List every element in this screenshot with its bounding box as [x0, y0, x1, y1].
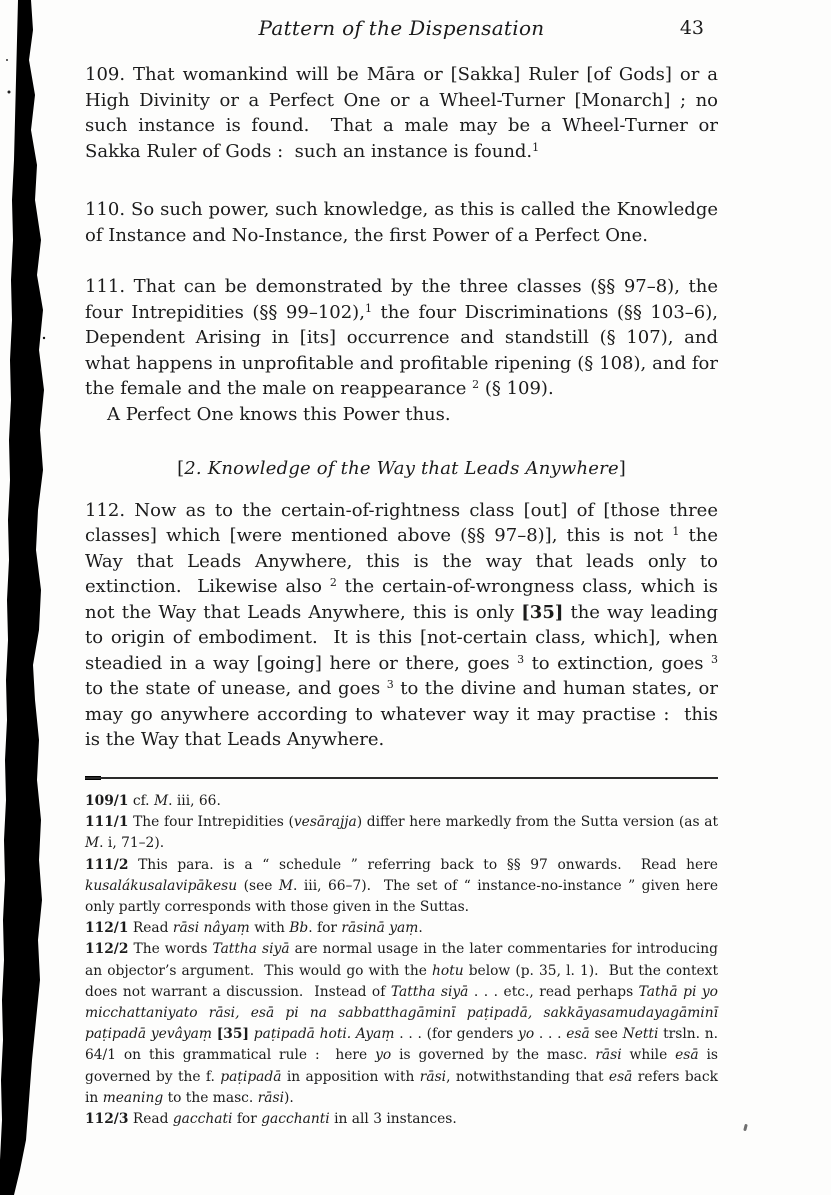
footnote-112-1: 112/1 Read rāsi nâyaṃ with Bb. for rāsinā yaṃ. — [85, 920, 423, 937]
para-109: 109. That womankind will be Māra or [Sakka] Ruler [of Gods] or a High Divinity or a Perfect One or a Wheel-Turner [Monarch] ; no such instance is found. That a male may be a Wheel-Turner or Sakka Ruler of Gods : such an instance is found.$^1$ — [85, 64, 724, 162]
footnote-label: 109/1 — [85, 793, 129, 809]
main-text — [85, 62, 724, 753]
footnote-112-3: 112/3 Read gacchati for gacchanti in all 3 instances. — [85, 1111, 457, 1128]
running-head — [85, 16, 718, 46]
footnote-label: 112/1 — [85, 920, 129, 937]
footnote-label: 111/2 — [85, 856, 129, 873]
section-heading: [2. Knowledge of the Way that Leads Anywhere] — [177, 458, 626, 479]
binding-shadow — [0, 0, 50, 1195]
footnote-label: 112/3 — [85, 1111, 129, 1128]
page-header-title: Pattern of the Dispensation — [258, 16, 545, 40]
para-110: 110. So such power, such knowledge, as this is called the Knowledge of Instance and No-Instance, the first Power of a Perfect One. — [85, 199, 724, 246]
footnote-label: 111/1 — [85, 814, 129, 831]
footnote-112-2: 112/2 The words Tattha siyā are normal usage in the later commentaries for introducing an objector’s argument. This would go with the hotu below (p. 35, l. 1). But the context does not warrant a discussion. Instead of Tattha siyā . . . etc., read perhaps Tathā pi yo micchattaniyato rāsi, esā pi na sabbatthagāminī paṭipadā, sakkāyasamudayagāminī paṭipadā yevâyaṃ [35] paṭipadā hoti. Ayaṃ . . . (for genders yo . . . esā see Netti trsln. n. 64/1 on this grammatical rule : here yo is governed by the masc. rāsi while esā is governed by the f. paṭipadā in apposition with rāsi, notwithstanding that esā refers back in meaning to the masc. rāsi). — [85, 941, 723, 1106]
footnote-111-1: 111/1 The four Intrepidities (vesārajja) differ here markedly from the Sutta version (as at M. i, 71–2). — [85, 814, 723, 852]
footnotes — [85, 791, 723, 1130]
para-111: 111. That can be demonstrated by the three classes (§§ 97–8), the four Intrepidities (§§ 99–102),$^1$ the four Discriminations (§§ 103–6), Dependent Arising in [its] occurrence and standstill (§ 107), and what happens in unprofitable and profitable ripening (§ 108), and for the female and the male on reappearance $^2$ (§ 109). — [85, 276, 724, 399]
para-112: 112. Now as to the certain-of-rightness class [out] of [those three classes] which [were mentioned above (§§ 97–8)], this is not $^1$ the Way that Leads Anywhere, this is the way that leads only to extinction. Likewise also $^2$ the certain-of-wrongness class, which is not the Way that Leads Anywhere, this is only [35] the way leading to origin of embodiment. It is this [not-certain class, which], when steadied in a way [going] here or there, goes $^3$ to extinction, goes $^3$ to the state of unease, and goes $^3$ to the divine and human states, or may go anywhere according to whatever way it may practise : this is the Way that Leads Anywhere. — [85, 499, 724, 750]
footnote-111-2: 111/2 This para. is a “ schedule ” referring back to §§ 97 onwards. Read here kusalákusalavipākesu (see M. iii, 66–7). The set of “ instance-no-instance ” given here only partly corresponds with those given in the Suttas. — [85, 856, 723, 916]
footnote-rule — [85, 776, 718, 780]
footnote-109-1: 109/1 cf. M. iii, 66. — [85, 793, 221, 809]
page-number: 43 — [679, 17, 704, 39]
footnote-label: 112/2 — [85, 941, 129, 958]
scan-speck — [743, 1124, 748, 1132]
para-111-close: A Perfect One knows this Power thus. — [107, 403, 451, 425]
